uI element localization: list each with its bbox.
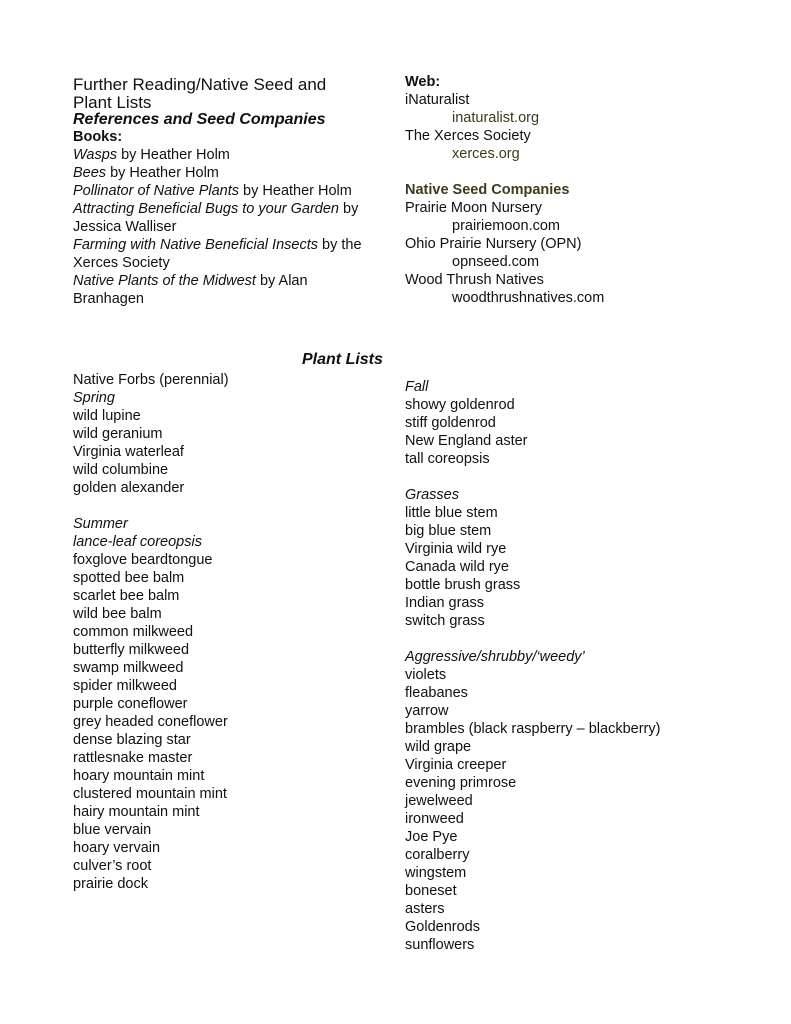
- book-item: Attracting Beneficial Bugs to your Garden by: [73, 201, 359, 217]
- spring-label: Spring: [73, 390, 115, 406]
- list-item: big blue stem: [405, 523, 492, 539]
- list-item: stiff goldenrod: [405, 415, 496, 431]
- list-item: bottle brush grass: [405, 577, 521, 593]
- list-item: foxglove beardtongue: [73, 552, 213, 568]
- list-item: sunflowers: [405, 937, 475, 953]
- list-item: purple coneflower: [73, 696, 188, 712]
- forbs-column: [73, 371, 229, 893]
- section-subtitle: References and Seed Companies: [73, 111, 326, 128]
- seed-company-link[interactable]: prairiemoon.com: [452, 218, 560, 234]
- grasses-label: Grasses: [405, 487, 459, 503]
- list-item: Virginia waterleaf: [73, 444, 184, 460]
- list-item: wild grape: [405, 739, 472, 755]
- other-plants-column: [405, 378, 660, 954]
- web-link-xerces[interactable]: xerces.org: [452, 146, 520, 162]
- list-item: New England aster: [405, 433, 528, 449]
- page-title-line1: Further Reading/Native Seed and: [73, 75, 327, 94]
- grasses-list: [405, 504, 660, 630]
- list-item: fleabanes: [405, 685, 468, 701]
- book-item: Farming with Native Beneficial Insects by the: [73, 237, 362, 253]
- references-section: [73, 74, 362, 308]
- spring-list: [73, 407, 229, 497]
- seed-company-link[interactable]: woodthrushnatives.com: [452, 290, 605, 306]
- book-author-cont: Xerces Society: [73, 255, 170, 271]
- list-item: spotted bee balm: [73, 570, 185, 586]
- list-item: dense blazing star: [73, 732, 191, 748]
- list-item: yarrow: [405, 703, 449, 719]
- list-item: ironweed: [405, 811, 464, 827]
- list-item: showy goldenrod: [405, 397, 515, 413]
- list-item: grey headed coneflower: [73, 714, 228, 730]
- list-item: Joe Pye: [405, 829, 458, 845]
- list-item: coralberry: [405, 847, 470, 863]
- plant-lists-heading: Plant Lists: [302, 351, 383, 368]
- seed-company-name: Prairie Moon Nursery: [405, 200, 542, 216]
- books-heading: Books:: [73, 129, 123, 145]
- list-item: violets: [405, 667, 447, 683]
- fall-list: [405, 396, 660, 468]
- book-item: Native Plants of the Midwest by Alan: [73, 273, 308, 289]
- seed-company-name: Wood Thrush Natives: [405, 272, 544, 288]
- list-item: wild columbine: [73, 462, 169, 478]
- list-item: butterfly milkweed: [73, 642, 190, 658]
- list-item: Indian grass: [405, 595, 484, 611]
- book-author-cont: Jessica Walliser: [73, 219, 177, 235]
- web-link-inaturalist[interactable]: inaturalist.org: [452, 110, 540, 126]
- summer-label: Summer: [73, 516, 128, 532]
- list-item: switch grass: [405, 613, 485, 629]
- list-item: clustered mountain mint: [73, 786, 227, 802]
- list-item: brambles (black raspberry – blackberry): [405, 721, 661, 737]
- seed-company-link[interactable]: opnseed.com: [452, 254, 540, 270]
- web-section: [405, 73, 604, 307]
- list-item: hoary vervain: [73, 840, 161, 856]
- list-item: wild lupine: [73, 408, 141, 424]
- list-item: scarlet bee balm: [73, 588, 180, 604]
- list-item: wild bee balm: [73, 606, 162, 622]
- list-item: wingstem: [405, 865, 467, 881]
- list-item: spider milkweed: [73, 678, 177, 694]
- list-item: Canada wild rye: [405, 559, 509, 575]
- list-item: wild geranium: [73, 426, 163, 442]
- list-item: Virginia creeper: [405, 757, 507, 773]
- list-item: Virginia wild rye: [405, 541, 507, 557]
- book-list: [73, 146, 362, 308]
- list-item: prairie dock: [73, 876, 148, 892]
- seed-company-name: Ohio Prairie Nursery (OPN): [405, 236, 582, 252]
- list-item: evening primrose: [405, 775, 517, 791]
- list-item: asters: [405, 901, 445, 917]
- fall-label: Fall: [405, 379, 429, 395]
- list-item: tall coreopsis: [405, 451, 490, 467]
- list-item: blue vervain: [73, 822, 152, 838]
- list-item: golden alexander: [73, 480, 185, 496]
- book-item: Pollinator of Native Plants by Heather Holm: [73, 183, 352, 199]
- list-item: hairy mountain mint: [73, 804, 200, 820]
- list-item: lance-leaf coreopsis: [73, 534, 202, 550]
- web-heading: Web:: [405, 74, 441, 90]
- aggressive-label: Aggressive/shrubby/‘weedy’: [405, 649, 585, 665]
- web-item-name: The Xerces Society: [405, 128, 531, 144]
- list-item: Goldenrods: [405, 919, 480, 935]
- list-item: little blue stem: [405, 505, 498, 521]
- list-item: culver’s root: [73, 858, 152, 874]
- list-item: swamp milkweed: [73, 660, 184, 676]
- list-item: boneset: [405, 883, 457, 899]
- summer-list: [73, 551, 229, 893]
- list-item: rattlesnake master: [73, 750, 193, 766]
- page-title-line2: Plant Lists: [73, 93, 152, 112]
- book-item: Wasps by Heather Holm: [73, 147, 230, 163]
- forbs-heading: Native Forbs (perennial): [73, 372, 229, 388]
- aggressive-list: [405, 666, 660, 954]
- web-item-name: iNaturalist: [405, 92, 470, 108]
- list-item: hoary mountain mint: [73, 768, 205, 784]
- seed-companies-heading: Native Seed Companies: [405, 182, 570, 198]
- book-author-cont: Branhagen: [73, 291, 144, 307]
- list-item: jewelweed: [405, 793, 473, 809]
- book-item: Bees by Heather Holm: [73, 165, 219, 181]
- list-item: common milkweed: [73, 624, 194, 640]
